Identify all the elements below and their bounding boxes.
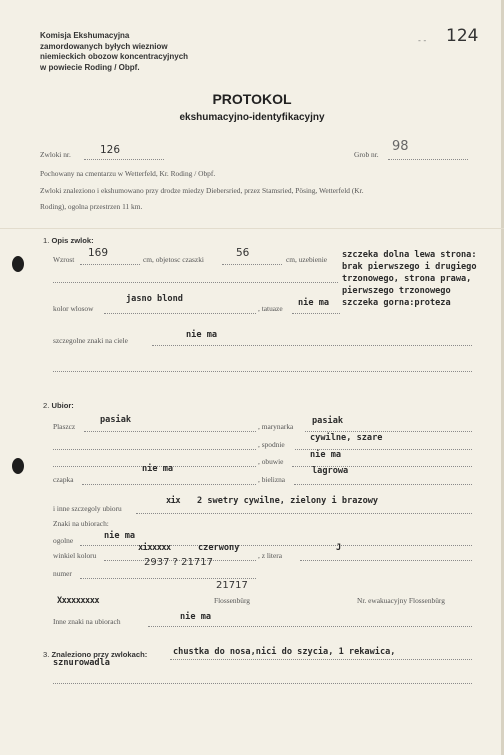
blank-line-1 bbox=[53, 371, 472, 372]
section-3-value-1: chustka do nosa,nici do szycia, 1 rekawica, bbox=[173, 647, 396, 657]
winkiel-strikeout: xixxxxx bbox=[138, 543, 171, 553]
inne-znaki-label: Inne znaki na ubiorach bbox=[53, 617, 121, 626]
tatuaze-line bbox=[292, 313, 340, 314]
uzebienie-value-2: brak pierwszego i drugiego bbox=[342, 262, 477, 272]
uzebienie-extra-line bbox=[53, 282, 338, 283]
intro-line-3: Roding), ogolna przestrzen 11 km. bbox=[40, 202, 143, 211]
czaszka-value: 56 bbox=[236, 247, 250, 259]
marynarka-line bbox=[305, 431, 472, 432]
numer-line bbox=[80, 578, 256, 579]
marynarka-value: pasiak bbox=[312, 416, 344, 426]
page-number: 124 bbox=[446, 26, 479, 46]
plaszcz-value: pasiak bbox=[100, 415, 132, 425]
uzebienie-value-5: szczeka gorna:proteza bbox=[342, 298, 451, 308]
plaszcz-line bbox=[84, 431, 256, 432]
ogolne-label: ogolne bbox=[53, 536, 74, 545]
marynarka-label: , marynarka bbox=[258, 422, 294, 431]
blank-line-4 bbox=[53, 683, 472, 684]
uzebienie-value-3: trzonowego, strona prawa, bbox=[342, 274, 472, 284]
bielizna-line bbox=[294, 484, 472, 485]
institution-line-4: w powiecie Roding / Obpf. bbox=[40, 62, 140, 72]
uzebienie-label: cm, uzebienie bbox=[286, 255, 328, 264]
institution-line-3: niemieckich obozow koncentracyjnych bbox=[40, 52, 189, 61]
znaki-cialo-line bbox=[152, 345, 472, 346]
document-title: PROTOKOL bbox=[212, 91, 292, 107]
punch-hole-bottom bbox=[12, 458, 24, 474]
obuwie-label: , obuwie bbox=[258, 457, 284, 466]
inne-szczegoly-value: 2 swetry cywilne, zielony i brazowy bbox=[197, 496, 379, 506]
section-2-number: 2. bbox=[43, 401, 50, 410]
inne-szczegoly-line bbox=[136, 513, 472, 514]
znaki-cialo-label: szczegolne znaki na ciele bbox=[53, 336, 128, 345]
section-2-heading bbox=[43, 401, 74, 410]
intro-line-1: Pochowany na cmentarzu w Wetterfeld, Kr. Roding / Obpf. bbox=[40, 169, 216, 178]
kolor-line bbox=[104, 313, 256, 314]
inne-szczegoly-strikeout: xix bbox=[166, 496, 181, 506]
numer-value: 2937 ? 21717 bbox=[144, 557, 213, 568]
section-1-number: 1. bbox=[43, 236, 50, 245]
zwloki-value: 126 bbox=[100, 144, 121, 156]
institution-line-1: Komisja Ekshumacyjna bbox=[40, 31, 130, 40]
tatuaze-label: , tatuaze bbox=[258, 304, 283, 313]
winkiel-label: winkiel koloru bbox=[53, 551, 97, 560]
section-3-value-2: sznurowadla bbox=[53, 658, 110, 668]
numer-label: numer bbox=[53, 569, 72, 578]
dash-mark: - - bbox=[418, 36, 427, 45]
czapka-value: nie ma bbox=[142, 464, 174, 474]
bielizna-value: lagrowa bbox=[312, 466, 349, 476]
flossenburg-number: 21717 bbox=[216, 580, 248, 591]
spodnie-value: cywilne, szare bbox=[310, 433, 383, 443]
wzrost-value: 169 bbox=[88, 247, 109, 259]
znaki-cialo-value: nie ma bbox=[186, 330, 218, 340]
kolor-value: jasno blond bbox=[126, 294, 183, 304]
intro-line-2: Zwloki znaleziono i ekshumowano przy drodze miedzy Diebersried, przez Stamsried, Pösing, Wetterfeld (Kr. bbox=[40, 186, 364, 195]
blank-line-2 bbox=[53, 449, 256, 450]
czapka-line bbox=[82, 484, 256, 485]
zwloki-line bbox=[84, 159, 164, 160]
wzrost-label: Wzrost bbox=[53, 255, 75, 264]
litera-value: J bbox=[336, 543, 342, 553]
inne-znaki-value: nie ma bbox=[180, 612, 212, 622]
ogolne-value: nie ma bbox=[104, 531, 136, 541]
spodnie-label: , spodnie bbox=[258, 440, 285, 449]
plaszcz-label: Plaszcz bbox=[53, 422, 76, 431]
punch-hole-top bbox=[12, 256, 24, 272]
flossenburg-label: Flossenbürg bbox=[214, 596, 251, 605]
grob-line bbox=[388, 159, 468, 160]
section-1-title: Opis zwlok: bbox=[51, 236, 94, 245]
bielizna-label: , bielizna bbox=[258, 475, 286, 484]
paper-fold bbox=[0, 228, 504, 229]
institution-line-2: zamordowanych byłych wiezniow bbox=[40, 41, 168, 51]
grob-label: Grob nr. bbox=[354, 150, 379, 159]
litera-label: , z litera bbox=[258, 551, 283, 560]
section-3-title: Znaleziono przy zwlokach: bbox=[51, 650, 148, 659]
znaki-ubior-label: Znaki na ubiorach: bbox=[53, 519, 109, 528]
section-3-number: 3. bbox=[43, 650, 50, 659]
grob-value: 98 bbox=[392, 139, 409, 154]
czaszka-line bbox=[222, 264, 282, 265]
czaszka-label: cm, objetosc czaszki bbox=[143, 255, 204, 264]
evak-label: Nr. ewakuacyjny Flossenbürg bbox=[357, 596, 445, 605]
section-1-heading bbox=[43, 236, 94, 245]
institution-block bbox=[40, 31, 188, 73]
wzrost-line bbox=[80, 264, 140, 265]
uzebienie-value-4: pierwszego trzonowego bbox=[342, 286, 451, 296]
obuwie-value: nie ma bbox=[310, 450, 342, 460]
inne-szczegoly-label: i inne szczegoly ubioru bbox=[53, 504, 122, 513]
uzebienie-value-1: szczeka dolna lewa strona: bbox=[342, 250, 477, 260]
winkiel-value: czerwony bbox=[198, 543, 240, 553]
section-2-title: Ubior: bbox=[51, 401, 74, 410]
inne-znaki-line bbox=[148, 626, 472, 627]
zwloki-label: Zwloki nr. bbox=[40, 150, 71, 159]
kolor-label: kolor wlosow bbox=[53, 304, 94, 313]
czapka-label: czapka bbox=[53, 475, 74, 484]
section-3-line bbox=[170, 659, 472, 660]
litera-line bbox=[300, 560, 472, 561]
tatuaze-value: nie ma bbox=[298, 298, 330, 308]
document-subtitle: ekshumacyjno-identyfikacyjny bbox=[179, 112, 325, 123]
struck-word: Xxxxxxxxx bbox=[57, 596, 100, 606]
